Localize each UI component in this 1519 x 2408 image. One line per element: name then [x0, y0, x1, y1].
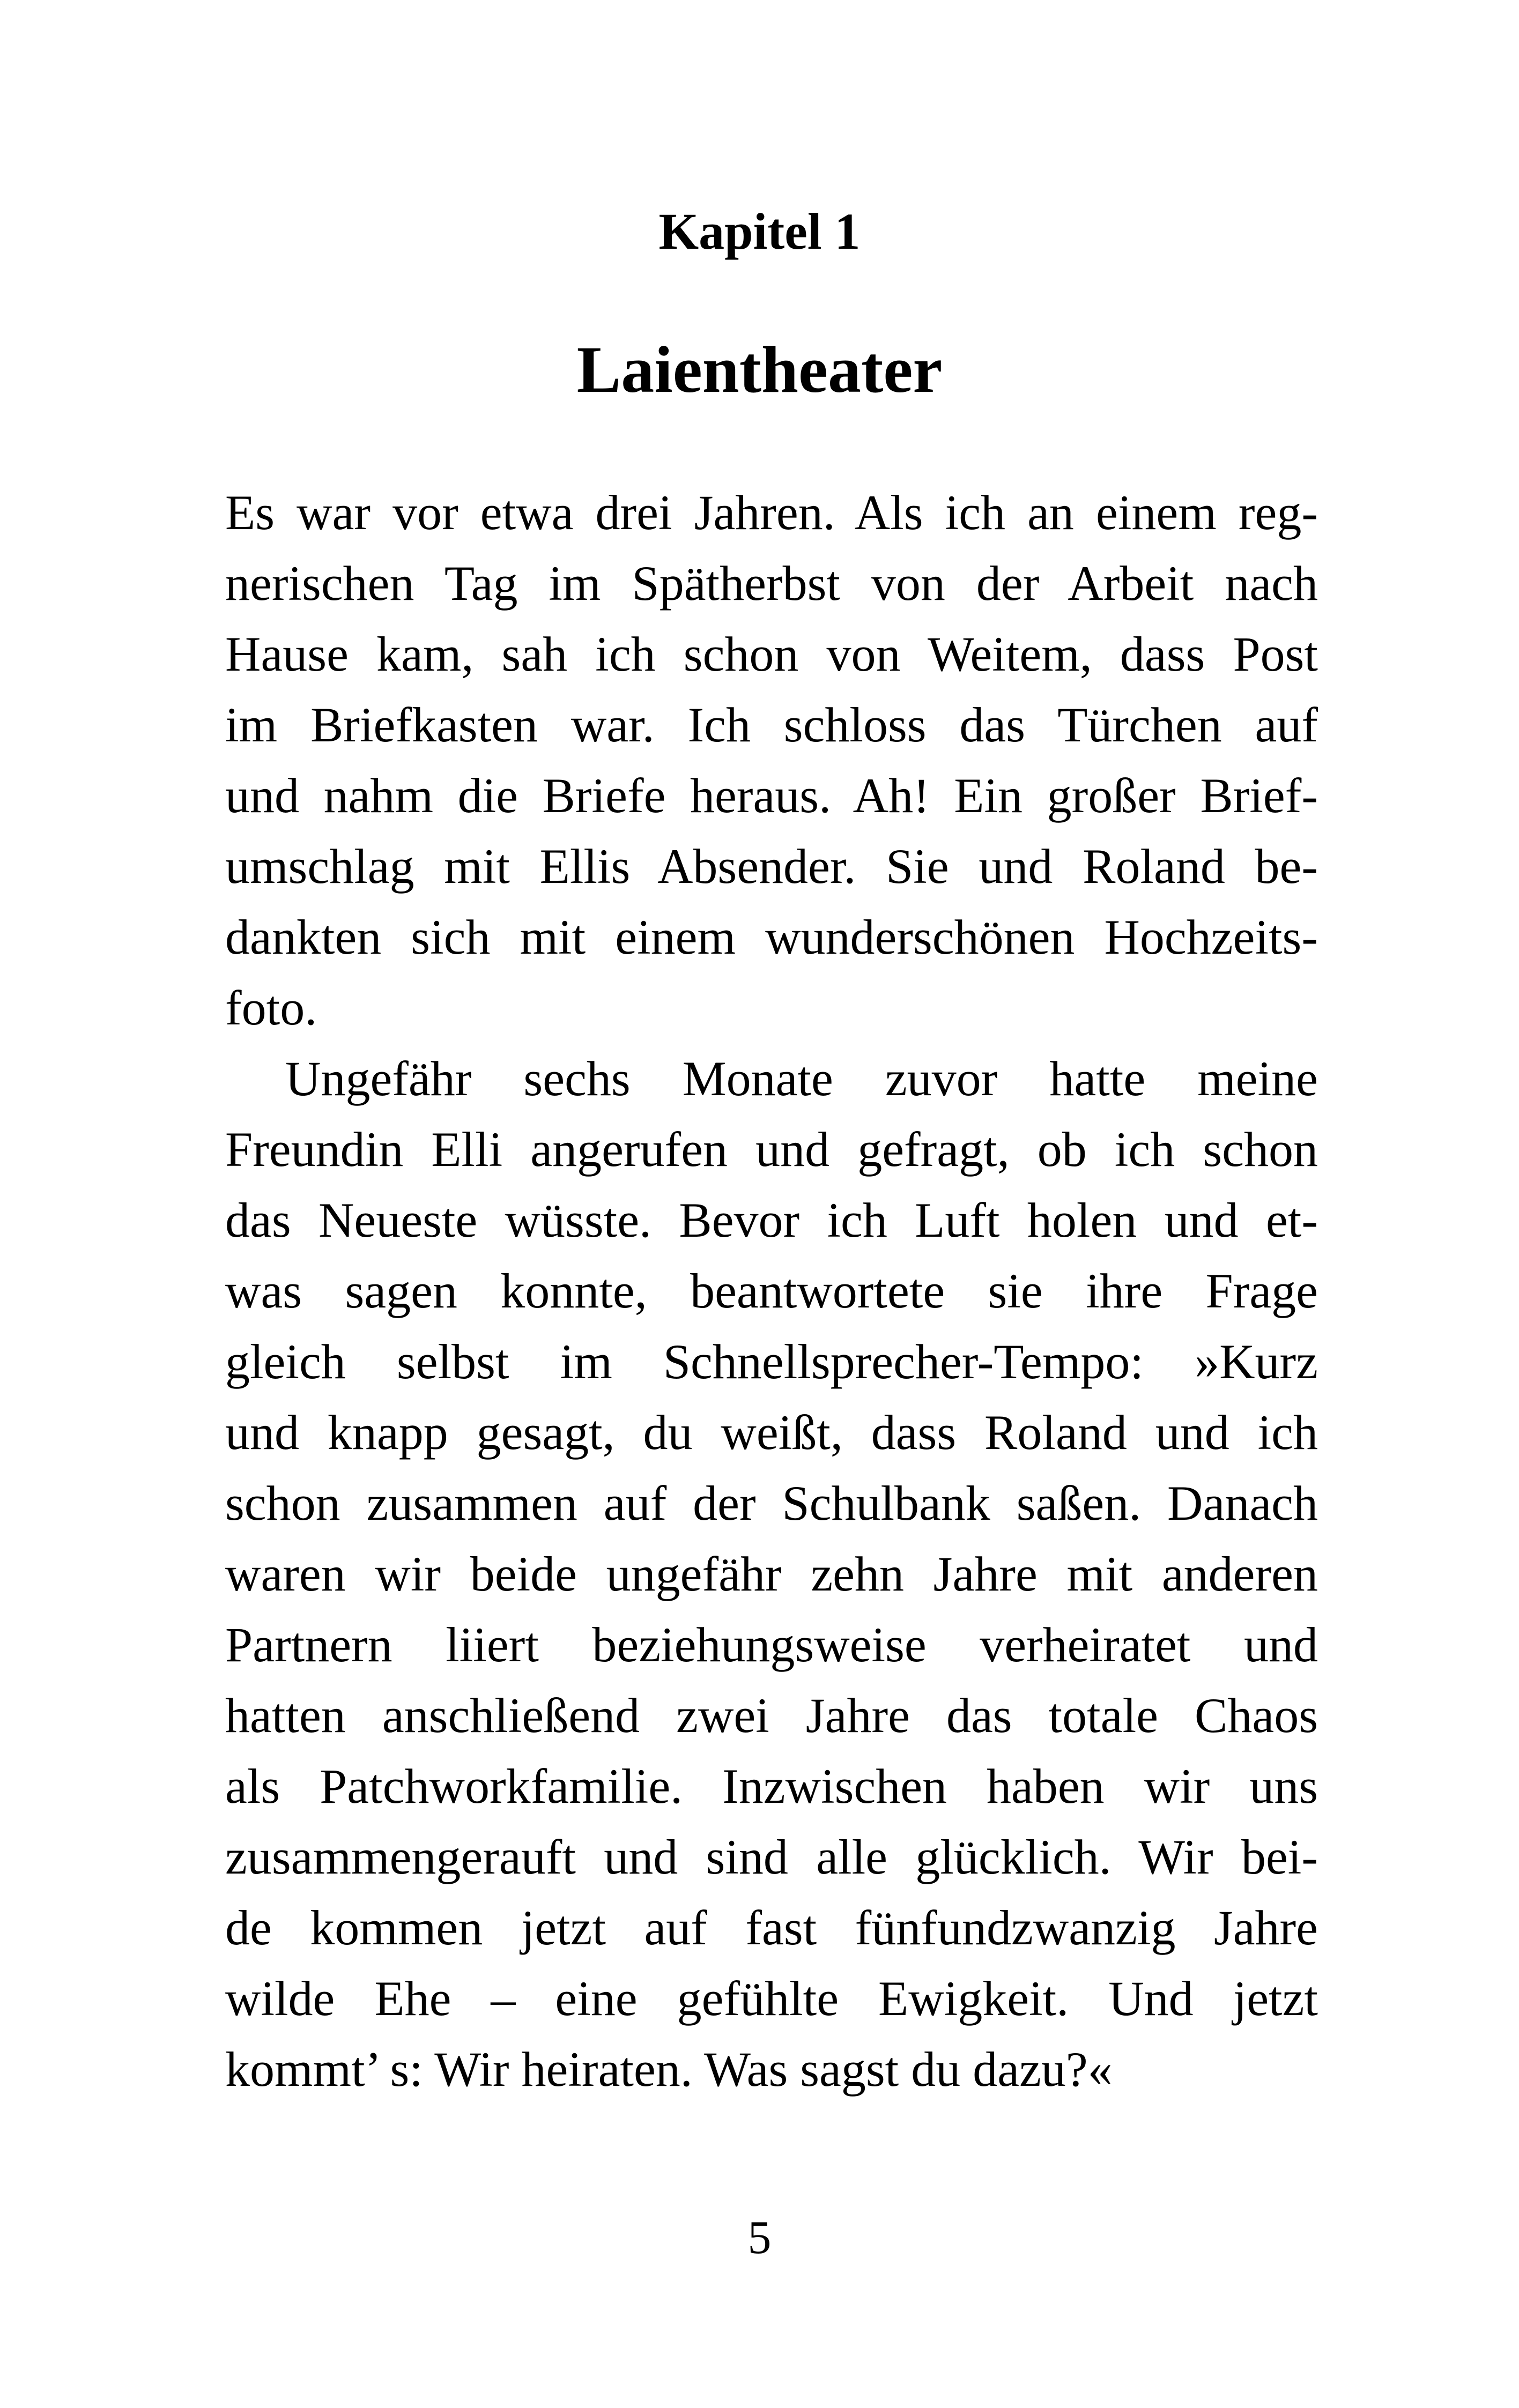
- text-line: und knapp gesagt, du weißt, dass Roland und ich: [225, 1405, 1318, 1460]
- text-line: Ungefähr sechs Monate zuvor hatte meine: [285, 1051, 1318, 1106]
- chapter-label: Kapitel 1: [658, 203, 861, 260]
- text-line: schon zusammen auf der Schulbank saßen. Danach: [225, 1476, 1318, 1530]
- text-line: foto.: [225, 980, 317, 1035]
- page-number: 5: [747, 2212, 772, 2264]
- paragraph: [225, 1043, 1318, 2105]
- text-line: wilde Ehe – eine gefühlte Ewigkeit. Und jetzt: [225, 1971, 1318, 2026]
- text-line: Es war vor etwa drei Jahren. Als ich an einem reg-: [225, 485, 1318, 540]
- text-line: als Patchworkfamilie. Inzwischen haben wir uns: [225, 1759, 1318, 1814]
- text-line: das Neueste wüsste. Bevor ich Luft holen und et-: [225, 1193, 1318, 1247]
- chapter-title: Laientheater: [576, 333, 943, 406]
- text-line: gleich selbst im Schnellsprecher-Tempo: »Kurz: [225, 1334, 1318, 1389]
- text-line: Freundin Elli angerufen und gefragt, ob ich schon: [225, 1122, 1318, 1177]
- text-line: Partnern liiert beziehungsweise verheiratet und: [225, 1617, 1318, 1672]
- text-line: Hause kam, sah ich schon von Weitem, dass Post: [225, 627, 1318, 681]
- text-line: de kommen jetzt auf fast fünfundzwanzig Jahre: [225, 1900, 1318, 1955]
- text-line: waren wir beide ungefähr zehn Jahre mit anderen: [225, 1547, 1318, 1601]
- text-line: was sagen konnte, beantwortete sie ihre Frage: [225, 1264, 1318, 1318]
- text-line: umschlag mit Ellis Absender. Sie und Roland be-: [225, 839, 1318, 894]
- text-line: hatten anschließend zwei Jahre das totale Chaos: [225, 1688, 1318, 1743]
- text-line: und nahm die Briefe heraus. Ah! Ein großer Brief-: [225, 768, 1318, 823]
- text-line: im Briefkasten war. Ich schloss das Türchen auf: [225, 697, 1318, 752]
- text-line: kommt’ s: Wir heiraten. Was sagst du dazu?«: [225, 2042, 1113, 2097]
- text-line: nerischen Tag im Spätherbst von der Arbeit nach: [225, 556, 1318, 611]
- body-text: [225, 477, 1318, 2105]
- paragraph: [225, 477, 1318, 1043]
- text-line: dankten sich mit einem wunderschönen Hochzeits-: [225, 910, 1318, 964]
- text-line: zusammengerauft und sind alle glücklich. Wir bei-: [225, 1830, 1318, 1884]
